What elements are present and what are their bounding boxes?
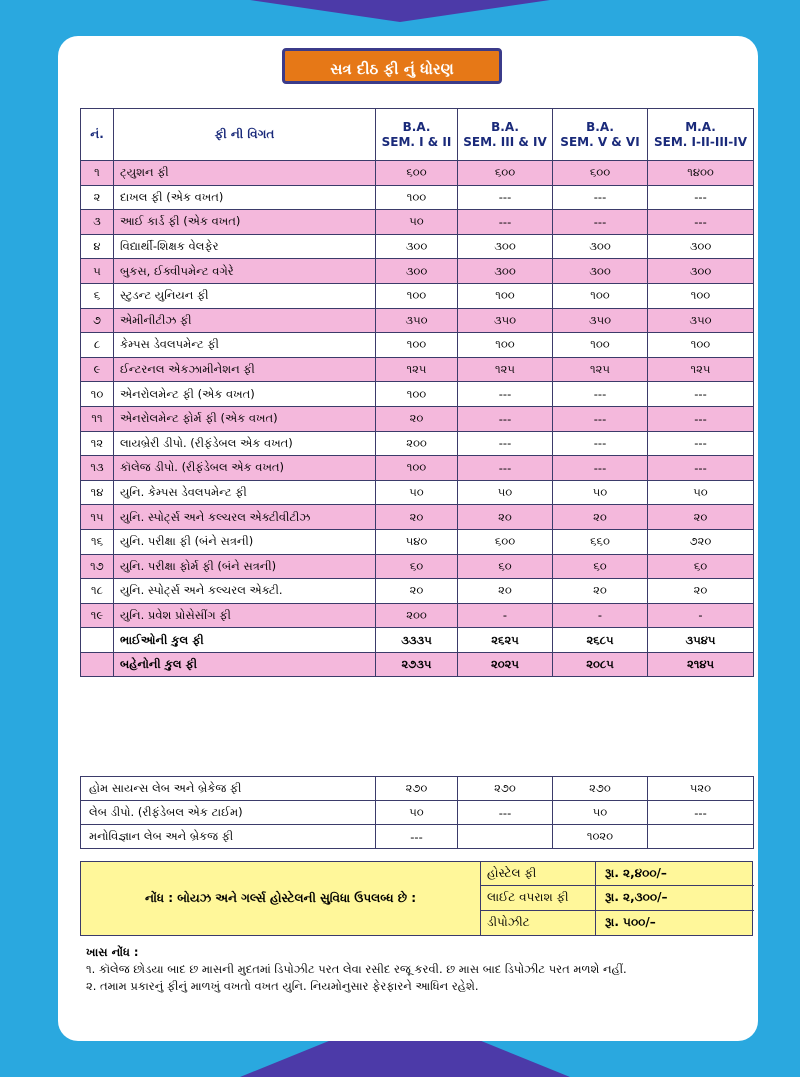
header-ba-sem-1-2: B.A. SEM. I & II bbox=[376, 109, 458, 161]
row-value-ba-sem-5-6: ૬૦૦ bbox=[553, 161, 648, 186]
row-value-ma-sem-1-4: --- bbox=[648, 456, 754, 481]
lab-ba-sem-3-4: --- bbox=[458, 801, 553, 825]
row-value-ba-sem-5-6: ૩૫૦ bbox=[553, 308, 648, 333]
row-value-ma-sem-1-4: --- bbox=[648, 185, 754, 210]
row-value-ma-sem-1-4: ૧૪૦૦ bbox=[648, 161, 754, 186]
row-description: બુકસ, ઈક્વીપમેન્ટ વગેરે bbox=[114, 259, 376, 284]
row-value-ba-sem-1-2: ૧૨૫ bbox=[376, 357, 458, 382]
row-value-ba-sem-3-4: ૧૦૦ bbox=[458, 333, 553, 358]
total-ba-sem-1-2: ૩૩૩૫ bbox=[376, 628, 458, 653]
row-number: ૧૩ bbox=[81, 456, 114, 481]
row-value-ba-sem-3-4: --- bbox=[458, 431, 553, 456]
lab-ba-sem-5-6: ૧૦૨૦ bbox=[553, 825, 648, 849]
row-value-ba-sem-5-6: ૨૦ bbox=[553, 579, 648, 604]
row-number: ૩ bbox=[81, 210, 114, 235]
row-value-ma-sem-1-4: ૨૦ bbox=[648, 505, 754, 530]
row-value-ba-sem-3-4: ૬૦૦ bbox=[458, 161, 553, 186]
row-value-ba-sem-5-6: ૬૬૦ bbox=[553, 529, 648, 554]
table-row bbox=[81, 456, 754, 481]
row-description: યુનિ. પરીક્ષા ફોર્મ ફી (બંને સત્રની) bbox=[114, 554, 376, 579]
row-value-ma-sem-1-4: ૧૦૦ bbox=[648, 333, 754, 358]
row-number: ૧૬ bbox=[81, 529, 114, 554]
row-value-ba-sem-3-4: --- bbox=[458, 210, 553, 235]
table-row bbox=[81, 579, 754, 604]
total-row-blank bbox=[81, 652, 114, 677]
lab-ba-sem-5-6: ૫૦ bbox=[553, 801, 648, 825]
row-value-ma-sem-1-4: --- bbox=[648, 431, 754, 456]
row-value-ma-sem-1-4: ૧૨૫ bbox=[648, 357, 754, 382]
row-number: ૧૯ bbox=[81, 603, 114, 628]
table-row bbox=[81, 185, 754, 210]
row-number: ૧૧ bbox=[81, 406, 114, 431]
lab-ma-sem-1-4 bbox=[648, 825, 754, 849]
deposit-label: ડીપોઝીટ bbox=[481, 911, 596, 935]
hostel-fee-row bbox=[481, 862, 754, 886]
hostel-note: નોંધ : બોયઝ અને ગર્લ્સ હોસ્ટેલની સુવિધા ઉપલબ્ધ છે : bbox=[81, 862, 481, 935]
row-number: ૯ bbox=[81, 357, 114, 382]
lab-description: લેબ ડીપો. (રીફંડેબલ એક ટાઈમ) bbox=[81, 801, 376, 825]
row-value-ba-sem-5-6: ૫૦ bbox=[553, 480, 648, 505]
light-fee-amount: રૂા. ૨,૩૦૦/– bbox=[605, 890, 668, 905]
row-value-ba-sem-5-6: --- bbox=[553, 431, 648, 456]
row-number: ૬ bbox=[81, 283, 114, 308]
lab-ba-sem-1-2: ૨૭૦ bbox=[376, 777, 458, 801]
row-value-ba-sem-5-6: --- bbox=[553, 185, 648, 210]
total-ba-sem-1-2: ૨૭૩૫ bbox=[376, 652, 458, 677]
row-value-ba-sem-1-2: ૨૦ bbox=[376, 579, 458, 604]
row-description: કેમ્પસ ડેવલપમેન્ટ ફી bbox=[114, 333, 376, 358]
row-value-ma-sem-1-4: --- bbox=[648, 210, 754, 235]
header-description: ફી ની વિગત bbox=[114, 109, 376, 161]
lab-fee-table bbox=[80, 776, 754, 849]
row-value-ma-sem-1-4: ૬૦ bbox=[648, 554, 754, 579]
row-value-ba-sem-5-6: --- bbox=[553, 456, 648, 481]
row-value-ma-sem-1-4: ૨૦ bbox=[648, 579, 754, 604]
row-value-ba-sem-3-4: - bbox=[458, 603, 553, 628]
row-value-ba-sem-5-6: ૨૦ bbox=[553, 505, 648, 530]
row-number: ૨ bbox=[81, 185, 114, 210]
total-ma-sem-1-4: ૨૧૪૫ bbox=[648, 652, 754, 677]
row-description: યુનિ. સ્પોર્ટ્સ અને કલ્ચરલ એક્ટી. bbox=[114, 579, 376, 604]
row-value-ba-sem-1-2: ૨૦૦ bbox=[376, 603, 458, 628]
row-number: ૧૨ bbox=[81, 431, 114, 456]
lab-ma-sem-1-4: ૫૨૦ bbox=[648, 777, 754, 801]
lab-ba-sem-3-4 bbox=[458, 825, 553, 849]
top-decoration bbox=[250, 0, 550, 22]
lab-ba-sem-5-6: ૨૭૦ bbox=[553, 777, 648, 801]
row-value-ba-sem-1-2: ૬૦ bbox=[376, 554, 458, 579]
row-number: ૧૫ bbox=[81, 505, 114, 530]
row-value-ba-sem-1-2: ૩૦૦ bbox=[376, 234, 458, 259]
table-row bbox=[81, 431, 754, 456]
row-value-ba-sem-5-6: ૧૦૦ bbox=[553, 283, 648, 308]
row-value-ba-sem-5-6: ૩૦૦ bbox=[553, 259, 648, 284]
row-value-ba-sem-3-4: ૫૦ bbox=[458, 480, 553, 505]
row-value-ba-sem-1-2: ૬૦૦ bbox=[376, 161, 458, 186]
row-description: કૉલેજ ડીપો. (રીફંડેબલ એક વખત) bbox=[114, 456, 376, 481]
row-number: ૧૪ bbox=[81, 480, 114, 505]
row-value-ba-sem-5-6: ૬૦ bbox=[553, 554, 648, 579]
table-row bbox=[81, 357, 754, 382]
row-description: એનરોલમેન્ટ ફોર્મ ફી (એક વખત) bbox=[114, 406, 376, 431]
row-number: ૮ bbox=[81, 333, 114, 358]
hostel-fee-label: હોસ્ટેલ ફી bbox=[481, 862, 596, 885]
row-value-ma-sem-1-4: --- bbox=[648, 382, 754, 407]
row-value-ba-sem-3-4: ૩૦૦ bbox=[458, 234, 553, 259]
row-value-ba-sem-3-4: ૧૦૦ bbox=[458, 283, 553, 308]
table-row bbox=[81, 333, 754, 358]
lab-row bbox=[81, 801, 754, 825]
row-value-ma-sem-1-4: ૧૦૦ bbox=[648, 283, 754, 308]
row-number: ૧ bbox=[81, 161, 114, 186]
total-description: બહેનોની કુલ ફી bbox=[114, 652, 376, 677]
row-description: એમીનીટીઝ ફી bbox=[114, 308, 376, 333]
page-number: (૩૮) bbox=[395, 1020, 425, 1036]
row-value-ba-sem-1-2: ૫૦ bbox=[376, 210, 458, 235]
lab-ba-sem-3-4: ૨૭૦ bbox=[458, 777, 553, 801]
row-value-ba-sem-5-6: ૧૦૦ bbox=[553, 333, 648, 358]
row-number: ૫ bbox=[81, 259, 114, 284]
row-value-ba-sem-1-2: ૨૦ bbox=[376, 505, 458, 530]
notes-title: ખાસ નોંધ : bbox=[86, 945, 139, 959]
row-description: ઈન્ટરનલ એકઝામીનેશન ફી bbox=[114, 357, 376, 382]
row-number: ૧૮ bbox=[81, 579, 114, 604]
row-value-ba-sem-3-4: ૩૫૦ bbox=[458, 308, 553, 333]
row-description: યુનિ. પરીક્ષા ફી (બંને સત્રની) bbox=[114, 529, 376, 554]
row-number: ૭ bbox=[81, 308, 114, 333]
row-description: સ્ટુડન્ટ યુનિયન ફી bbox=[114, 283, 376, 308]
row-value-ma-sem-1-4: ૭૨૦ bbox=[648, 529, 754, 554]
table-row bbox=[81, 603, 754, 628]
fee-table-header bbox=[81, 109, 754, 161]
row-value-ba-sem-3-4: --- bbox=[458, 406, 553, 431]
header-ba-sem-3-4: B.A. SEM. III & IV bbox=[458, 109, 553, 161]
row-value-ba-sem-3-4: --- bbox=[458, 185, 553, 210]
row-value-ba-sem-3-4: ૧૨૫ bbox=[458, 357, 553, 382]
fee-table bbox=[80, 108, 754, 677]
row-value-ba-sem-3-4: --- bbox=[458, 456, 553, 481]
row-value-ba-sem-1-2: ૫૦ bbox=[376, 480, 458, 505]
row-value-ma-sem-1-4: --- bbox=[648, 406, 754, 431]
lab-description: મનોવિજ્ઞાન લેબ અને બ્રેકજ ફી bbox=[81, 825, 376, 849]
lab-row bbox=[81, 777, 754, 801]
row-value-ba-sem-5-6: --- bbox=[553, 382, 648, 407]
table-row bbox=[81, 234, 754, 259]
table-row bbox=[81, 554, 754, 579]
row-description: દાખલ ફી (એક વખત) bbox=[114, 185, 376, 210]
lab-ma-sem-1-4: --- bbox=[648, 801, 754, 825]
light-fee-row bbox=[481, 886, 754, 910]
total-ba-sem-5-6: ૨૬૮૫ bbox=[553, 628, 648, 653]
row-value-ba-sem-1-2: ૧૦૦ bbox=[376, 185, 458, 210]
row-value-ba-sem-1-2: ૨૦ bbox=[376, 406, 458, 431]
total-ba-sem-5-6: ૨૦૮૫ bbox=[553, 652, 648, 677]
table-row bbox=[81, 480, 754, 505]
row-value-ba-sem-1-2: ૧૦૦ bbox=[376, 382, 458, 407]
special-notes bbox=[86, 944, 756, 995]
table-row bbox=[81, 210, 754, 235]
row-description: લાયબ્રેરી ડીપો. (રીફંડેબલ એક વખત) bbox=[114, 431, 376, 456]
table-row bbox=[81, 529, 754, 554]
row-value-ba-sem-5-6: --- bbox=[553, 406, 648, 431]
row-value-ma-sem-1-4: ૩૦૦ bbox=[648, 234, 754, 259]
row-value-ba-sem-1-2: ૩૦૦ bbox=[376, 259, 458, 284]
row-value-ba-sem-1-2: ૫૪૦ bbox=[376, 529, 458, 554]
row-description: ટ્યુશન ફી bbox=[114, 161, 376, 186]
row-description: યુનિ. પ્રવેશ પ્રોસેસીંગ ફી bbox=[114, 603, 376, 628]
table-row bbox=[81, 382, 754, 407]
total-ma-sem-1-4: ૩૫૪૫ bbox=[648, 628, 754, 653]
note-line-1: ૧. કૉલેજ છોડયા બાદ છ માસની મુદતમાં ડિપોઝીટ પરત લેવા રસીદ રજૂ કરવી. છ માસ બાદ ડિપોઝીટ પરત મળશે નહીં. bbox=[86, 962, 627, 976]
hostel-info-box bbox=[80, 861, 753, 936]
header-ma-sem-1-4: M.A. SEM. I-II-III-IV bbox=[648, 109, 754, 161]
row-number: ૪ bbox=[81, 234, 114, 259]
deposit-amount: રૂા. ૫૦૦/– bbox=[605, 914, 656, 929]
row-value-ba-sem-1-2: ૧૦૦ bbox=[376, 456, 458, 481]
note-line-2: ૨. તમામ પ્રકારનું ફીનું માળખું વખતો વખત યુનિ. નિયમોનુસાર ફેરફારને આધિન રહેશે. bbox=[86, 979, 479, 993]
total-row bbox=[81, 628, 754, 653]
table-row bbox=[81, 505, 754, 530]
row-description: આઈ કાર્ડ ફી (એક વખત) bbox=[114, 210, 376, 235]
page-title: સત્ર દીઠ ફી નું ધોરણ bbox=[282, 48, 502, 84]
deposit-row bbox=[481, 911, 754, 935]
row-description: વિદ્યાર્થી-શિક્ષક વેલફેર bbox=[114, 234, 376, 259]
row-value-ba-sem-5-6: ૩૦૦ bbox=[553, 234, 648, 259]
lab-description: હોમ સાયન્સ લેબ અને બ્રેકેજ ફી bbox=[81, 777, 376, 801]
table-row bbox=[81, 406, 754, 431]
total-ba-sem-3-4: ૨૬૨૫ bbox=[458, 628, 553, 653]
row-value-ba-sem-5-6: --- bbox=[553, 210, 648, 235]
row-description: યુનિ. કેમ્પસ ડેવલપમેન્ટ ફી bbox=[114, 480, 376, 505]
row-value-ba-sem-3-4: ૩૦૦ bbox=[458, 259, 553, 284]
row-value-ba-sem-5-6: - bbox=[553, 603, 648, 628]
lab-ba-sem-1-2: --- bbox=[376, 825, 458, 849]
table-row bbox=[81, 283, 754, 308]
total-row bbox=[81, 652, 754, 677]
row-value-ba-sem-3-4: ૬૦ bbox=[458, 554, 553, 579]
row-value-ma-sem-1-4: - bbox=[648, 603, 754, 628]
total-row-blank bbox=[81, 628, 114, 653]
row-number: ૧૭ bbox=[81, 554, 114, 579]
hostel-fee-amount: રૂા. ૨,૪૦૦/– bbox=[605, 866, 667, 880]
row-value-ba-sem-3-4: --- bbox=[458, 382, 553, 407]
light-fee-label: લાઈટ વપરાશ ફી bbox=[481, 886, 596, 909]
row-value-ba-sem-3-4: ૨૦ bbox=[458, 505, 553, 530]
header-no: નં. bbox=[81, 109, 114, 161]
row-value-ma-sem-1-4: ૩૫૦ bbox=[648, 308, 754, 333]
total-ba-sem-3-4: ૨૦૨૫ bbox=[458, 652, 553, 677]
table-row bbox=[81, 259, 754, 284]
row-value-ma-sem-1-4: ૫૦ bbox=[648, 480, 754, 505]
row-description: યુનિ. સ્પોર્ટ્સ અને કલ્ચરલ એક્ટીવીટીઝ bbox=[114, 505, 376, 530]
row-value-ba-sem-1-2: ૧૦૦ bbox=[376, 283, 458, 308]
row-description: એનરોલમેન્ટ ફી (એક વખત) bbox=[114, 382, 376, 407]
row-value-ba-sem-1-2: ૩૫૦ bbox=[376, 308, 458, 333]
header-ba-sem-5-6: B.A. SEM. V & VI bbox=[553, 109, 648, 161]
total-description: ભાઈઓની કુલ ફી bbox=[114, 628, 376, 653]
row-number: ૧૦ bbox=[81, 382, 114, 407]
row-value-ba-sem-5-6: ૧૨૫ bbox=[553, 357, 648, 382]
row-value-ba-sem-1-2: ૧૦૦ bbox=[376, 333, 458, 358]
table-row bbox=[81, 161, 754, 186]
lab-row bbox=[81, 825, 754, 849]
row-value-ma-sem-1-4: ૩૦૦ bbox=[648, 259, 754, 284]
lab-ba-sem-1-2: ૫૦ bbox=[376, 801, 458, 825]
table-row bbox=[81, 308, 754, 333]
row-value-ba-sem-3-4: ૬૦૦ bbox=[458, 529, 553, 554]
row-value-ba-sem-3-4: ૨૦ bbox=[458, 579, 553, 604]
row-value-ba-sem-1-2: ૨૦૦ bbox=[376, 431, 458, 456]
